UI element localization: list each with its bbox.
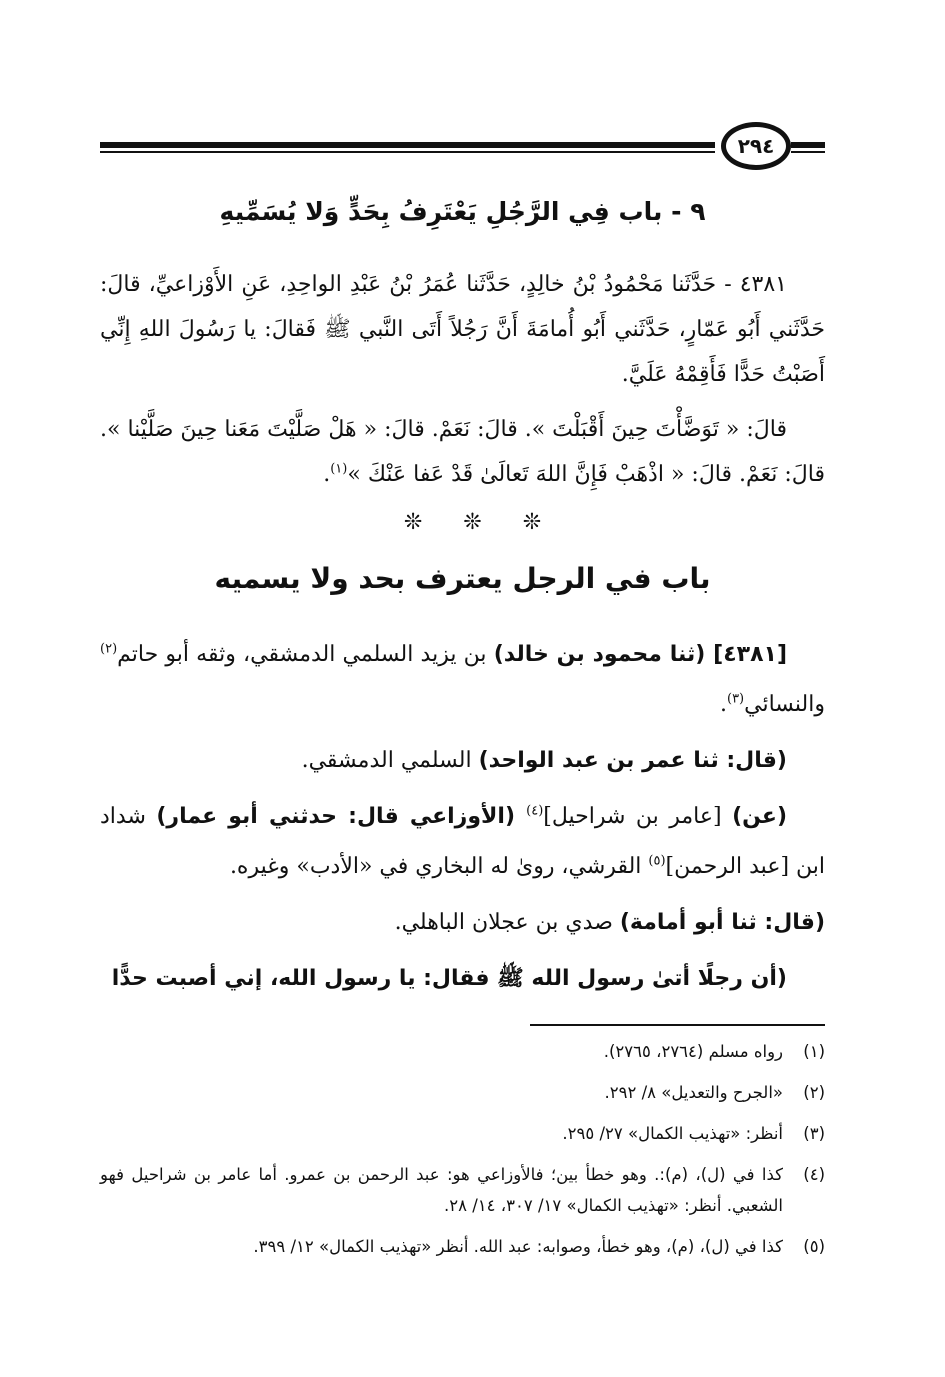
- footnotes: [100, 1036, 825, 1272]
- hadith-text: [100, 262, 825, 497]
- commentary-paragraph-2: [100, 736, 825, 786]
- commentary-span: شداد ابن [عبد الرحمن]: [100, 804, 825, 879]
- commentary-span: صدي بن عجلان الباهلي.: [394, 910, 620, 935]
- commentary-bold: [٤٣٨١] (ثنا محمود بن خالد): [493, 642, 787, 667]
- footnote-number: (٤): [803, 1165, 825, 1184]
- footnote-item: [100, 1036, 825, 1067]
- footnote-number: (٢): [803, 1083, 825, 1102]
- chapter-title: ٩ - باب فِي الرَّجُلِ يَعْتَرِفُ بِحَدٍّ وَلا يُسَمِّيهِ: [219, 197, 706, 226]
- footnote-text: رواه مسلم (٢٧٦٤، ٢٧٦٥).: [603, 1042, 783, 1061]
- commentary-paragraph-4: [100, 898, 825, 948]
- hadith-paragraph-2: [100, 407, 825, 497]
- commentary-span: السلمي الدمشقي.: [301, 748, 479, 773]
- footnote-text: كذا في (ل)، (م):. وهو خطأ بين؛ فالأوزاعي هو: عبد الرحمن بن عمرو. أما عامر بن شراحيل فهو الشعبي. أنظر: «تهذيب الكمال» ١٧/ ٣٠٧، ١٤/ ٢٨.: [100, 1165, 783, 1215]
- commentary-text: [100, 630, 825, 1010]
- footnote-ref: (١): [330, 461, 348, 477]
- commentary-bold: (قال: ثنا أبو أمامة): [619, 910, 825, 935]
- footnote-item: [100, 1231, 825, 1262]
- header-rule-thick: [100, 142, 715, 148]
- header-rule-stub: [791, 142, 825, 148]
- footnote-item: [100, 1077, 825, 1108]
- footnote-number: (٣): [803, 1124, 825, 1143]
- commentary-span: بن يزيد السلمي الدمشقي، وثقه أبو حاتم: [117, 642, 494, 667]
- page-number: ٢٩٤: [721, 122, 791, 170]
- commentary-title: باب في الرجل يعترف بحد ولا يسميه: [214, 562, 711, 595]
- footnote-ref: (٢): [100, 641, 118, 657]
- footnote-text: «الجرح والتعديل» ٨/ ٢٩٢.: [604, 1083, 783, 1102]
- commentary-span: [عامر بن شراحيل]: [543, 804, 733, 829]
- commentary-paragraph-1: [100, 630, 825, 730]
- hadith-paragraph-2-end: .: [323, 462, 331, 487]
- commentary-bold: (أن رجلًا أتىٰ رسول الله ﷺ فقال: يا رسول الله، إني أصبت حدًّا: [111, 966, 787, 991]
- footnote-ref: (٥): [648, 853, 666, 869]
- header-rule-stub-thin: [791, 151, 825, 153]
- footnote-number: (٥): [803, 1237, 825, 1256]
- footnote-text: أنظر: «تهذيب الكمال» ٢٧/ ٢٩٥.: [562, 1124, 783, 1143]
- footnote-text: كذا في (ل)، (م)، وهو خطأ، وصوابه: عبد الله. أنظر «تهذيب الكمال» ١٢/ ٣٩٩.: [253, 1237, 783, 1256]
- commentary-span: القرشي، روىٰ له البخاري في «الأدب» وغيره.: [229, 854, 649, 879]
- commentary-span: .: [719, 692, 727, 717]
- footnote-ref: (٤): [526, 803, 544, 819]
- footnote-item: [100, 1159, 825, 1221]
- page-header: [100, 120, 825, 170]
- section-divider-stars: ❊ ❊ ❊: [403, 510, 542, 535]
- header-rule-thin: [100, 151, 715, 153]
- commentary-span: والنسائي: [744, 692, 825, 717]
- footnote-number: (١): [803, 1042, 825, 1061]
- footnote-item: [100, 1118, 825, 1149]
- footnote-separator: [530, 1024, 825, 1026]
- hadith-paragraph-2-text: قالَ: « تَوَضَّأْتَ حِينَ أَقْبَلْتَ ». قالَ: نَعَمْ. قالَ: « هَلْ صَلَّيْتَ مَعَنا حِينَ صَلَّيْنا ». قالَ: نَعَمْ. قالَ: « اذْهَبْ فَإِنَّ اللهَ تَعالَىٰ قَدْ عَفا عَنْكَ »: [100, 417, 825, 487]
- commentary-paragraph-3: [100, 792, 825, 892]
- commentary-paragraph-5: [100, 954, 825, 1004]
- hadith-paragraph-1: ٤٣٨١ - حَدَّثَنا مَحْمُودُ بْنُ خالِدٍ، حَدَّثَنا عُمَرُ بْنُ عَبْدِ الواحِدِ، عَنِ الأَوْزاعيِّ، قالَ: حَدَّثَني أَبُو عَمّارٍ، حَدَّثَني أَبُو أُمامَةَ أَنَّ رَجُلاً أَتَى النَّبي ﷺ فَقالَ: يا رَسُولَ اللهِ إِنِّي أَصَبْتُ حَدًّا فَأَقِمْهُ عَلَيَّ.: [100, 272, 825, 387]
- footnote-ref: (٣): [726, 691, 745, 707]
- commentary-bold: (قال: ثنا عمر بن عبد الواحد): [478, 748, 787, 773]
- commentary-bold: (عن): [732, 804, 787, 829]
- commentary-bold: (الأوزاعي قال: حدثني أبو عمار): [156, 804, 527, 829]
